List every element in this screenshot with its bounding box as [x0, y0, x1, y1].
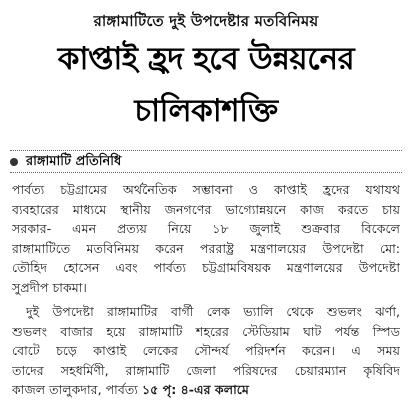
continuation-reference: ১৫ পৃ: ৪-এর কলামে — [141, 382, 249, 397]
paragraph-line: সুপ্রদীপ চাকমা। — [12, 279, 87, 295]
paragraph-text: কাজল তালুকদার, পার্বত্য — [12, 382, 142, 397]
kicker-headline: রাঙ্গামাটিতে দুই উপদেষ্টার মতবিনিময় — [93, 12, 319, 30]
paragraph-line: সরকার- এমন প্রত্যয় নিয়ে ১৮ জুলাই শুক্রবার বিকেলে — [12, 221, 400, 236]
paragraph-line: ব্যবহারের মাধ্যমে স্থানীয় জনগণের ভাগ্যোন্নয়নে কাজ করতে চায় — [12, 201, 400, 217]
headline-line-1: কাপ্তাই হ্রদ হবে উন্নয়নের — [57, 41, 355, 77]
paragraph-line: দুই উপদেষ্টা রাঙ্গামাটির বার্গী লেক ভ্যালি থেকে শুভলং ঝর্ণা, — [26, 304, 400, 319]
byline — [10, 153, 121, 171]
paragraph-line: রাঙ্গামাটিতে মতবিনিময় করেন পররাষ্ট্র মন্ত্রণালয়ের উপদেষ্টা মো: — [12, 240, 400, 256]
paragraph-line: তাদের সহধর্মিণী, রাঙ্গামাটি জেলা পরিষদের চেয়ারম্যান কৃষিবিদ — [12, 362, 400, 378]
byline-text: রাঙ্গামাটি প্রতিনিধি — [26, 153, 122, 169]
paragraph-line: তৌহিদ হোসেন এবং পার্বত্য চট্টগ্রামবিষয়ক মন্ত্রণালয়ের উপদেষ্টা — [12, 260, 400, 275]
paragraph-line-continued — [12, 380, 400, 400]
headline-line-2: চালিকাশক্তি — [134, 93, 278, 129]
bullet-icon — [10, 158, 18, 166]
paragraph-line: শুভলং বাজার হয়ে রাঙ্গামাটি শহরের স্টেডিয়াম ঘাট পর্যন্ত স্পিড — [12, 323, 400, 339]
divider-bottom — [10, 172, 402, 173]
article-paragraph-1 — [12, 180, 400, 297]
paragraph-line: পার্বত্য চট্টগ্রামের অর্থনৈতিক সম্ভাবনা ও কাপ্তাই হ্রদের যথাযথ — [12, 182, 400, 197]
paragraph-line: বোটে চড়ে কাপ্তাই লেকের সৌন্দর্য পরিদর্শন করেন। এ সময় — [12, 343, 400, 358]
article-paragraph-2 — [12, 302, 400, 400]
